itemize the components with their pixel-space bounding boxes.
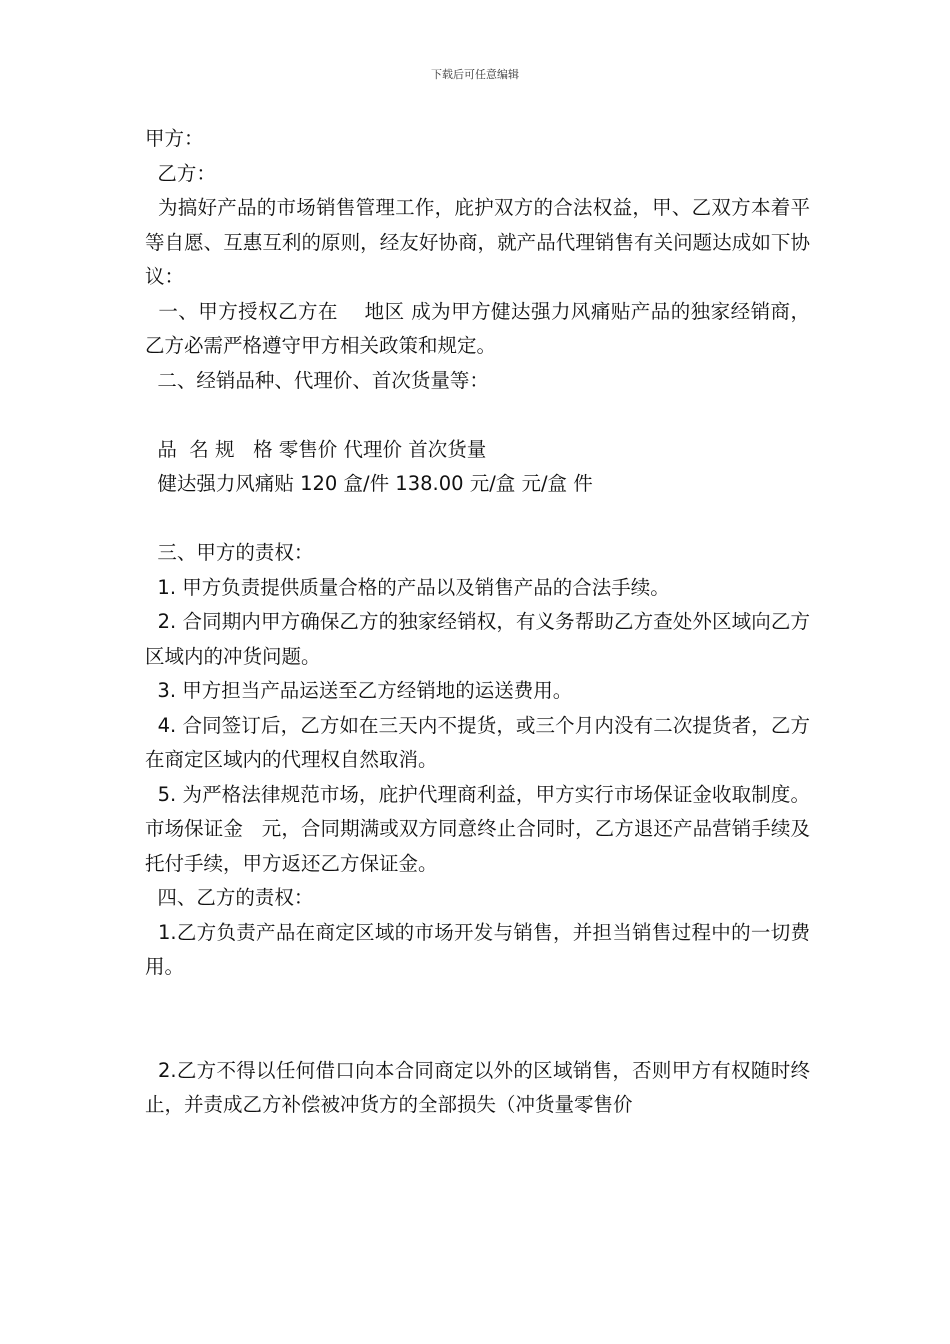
- clause-2-title: 二、经销品种、代理价、首次货量等：: [145, 368, 489, 392]
- clause-4-item-2: 2.乙方不得以任何借口向本合同商定以外的区域销售，否则甲方有权随时终止，并责成乙方补偿被冲货方的全部损失（冲货量零售价: [145, 1058, 810, 1116]
- clause-1-paragraph: 一、甲方授权乙方在 地区 成为甲方健达强力风痛贴产品的独家经销商，乙方必需严格遵守甲方相关政策和规定。: [145, 299, 810, 357]
- party-b-line: 乙方：: [145, 161, 216, 185]
- product-table-row: 健达强力风痛贴 120 盒/件 138.00 元/盒 元/盒 件: [145, 472, 593, 495]
- page-header-note: 下载后可任意编辑: [431, 68, 519, 81]
- clause-3-item-2: 2. 合同期内甲方确保乙方的独家经销权，有义务帮助乙方查处外区域向乙方区域内的冲货问题。: [145, 610, 810, 668]
- blank-line: [145, 398, 810, 433]
- clause-3-item-1: 1. 甲方负责提供质量合格的产品以及销售产品的合法手续。: [145, 575, 670, 599]
- intro-paragraph: 为搞好产品的市场销售管理工作，庇护双方的合法权益，甲、乙双方本着平等自愿、互惠互利的原则，经友好协商，就产品代理销售有关问题达成如下协议：: [145, 196, 810, 288]
- clause-3-title: 三、甲方的责权：: [145, 541, 314, 564]
- party-a-line: 甲方：: [145, 127, 204, 150]
- clause-4-title: 四、乙方的责权：: [145, 886, 314, 909]
- blank-line: [145, 502, 810, 537]
- product-table-header: 品 名 规 格 零售价 代理价 首次货量: [145, 437, 487, 461]
- clause-3-item-4: 4. 合同签订后，乙方如在三天内不提货，或三个月内没有二次提货者，乙方在商定区域内的代理权自然取消。: [145, 713, 810, 771]
- clause-4-item-1: 1.乙方负责产品在商定区域的市场开发与销售，并担当销售过程中的一切费用。: [145, 920, 810, 978]
- clause-3-item-3: 3. 甲方担当产品运送至乙方经销地的运送费用。: [145, 679, 573, 702]
- contract-body: [145, 122, 810, 1123]
- clause-3-item-5: 5. 为严格法律规范市场，庇护代理商利益，甲方实行市场保证金收取制度。市场保证金 元，合同期满或双方同意终止合同时，乙方退还产品营销手续及托付手续，甲方返还乙方保证金。: [145, 782, 810, 875]
- blank-lines: [145, 985, 810, 1054]
